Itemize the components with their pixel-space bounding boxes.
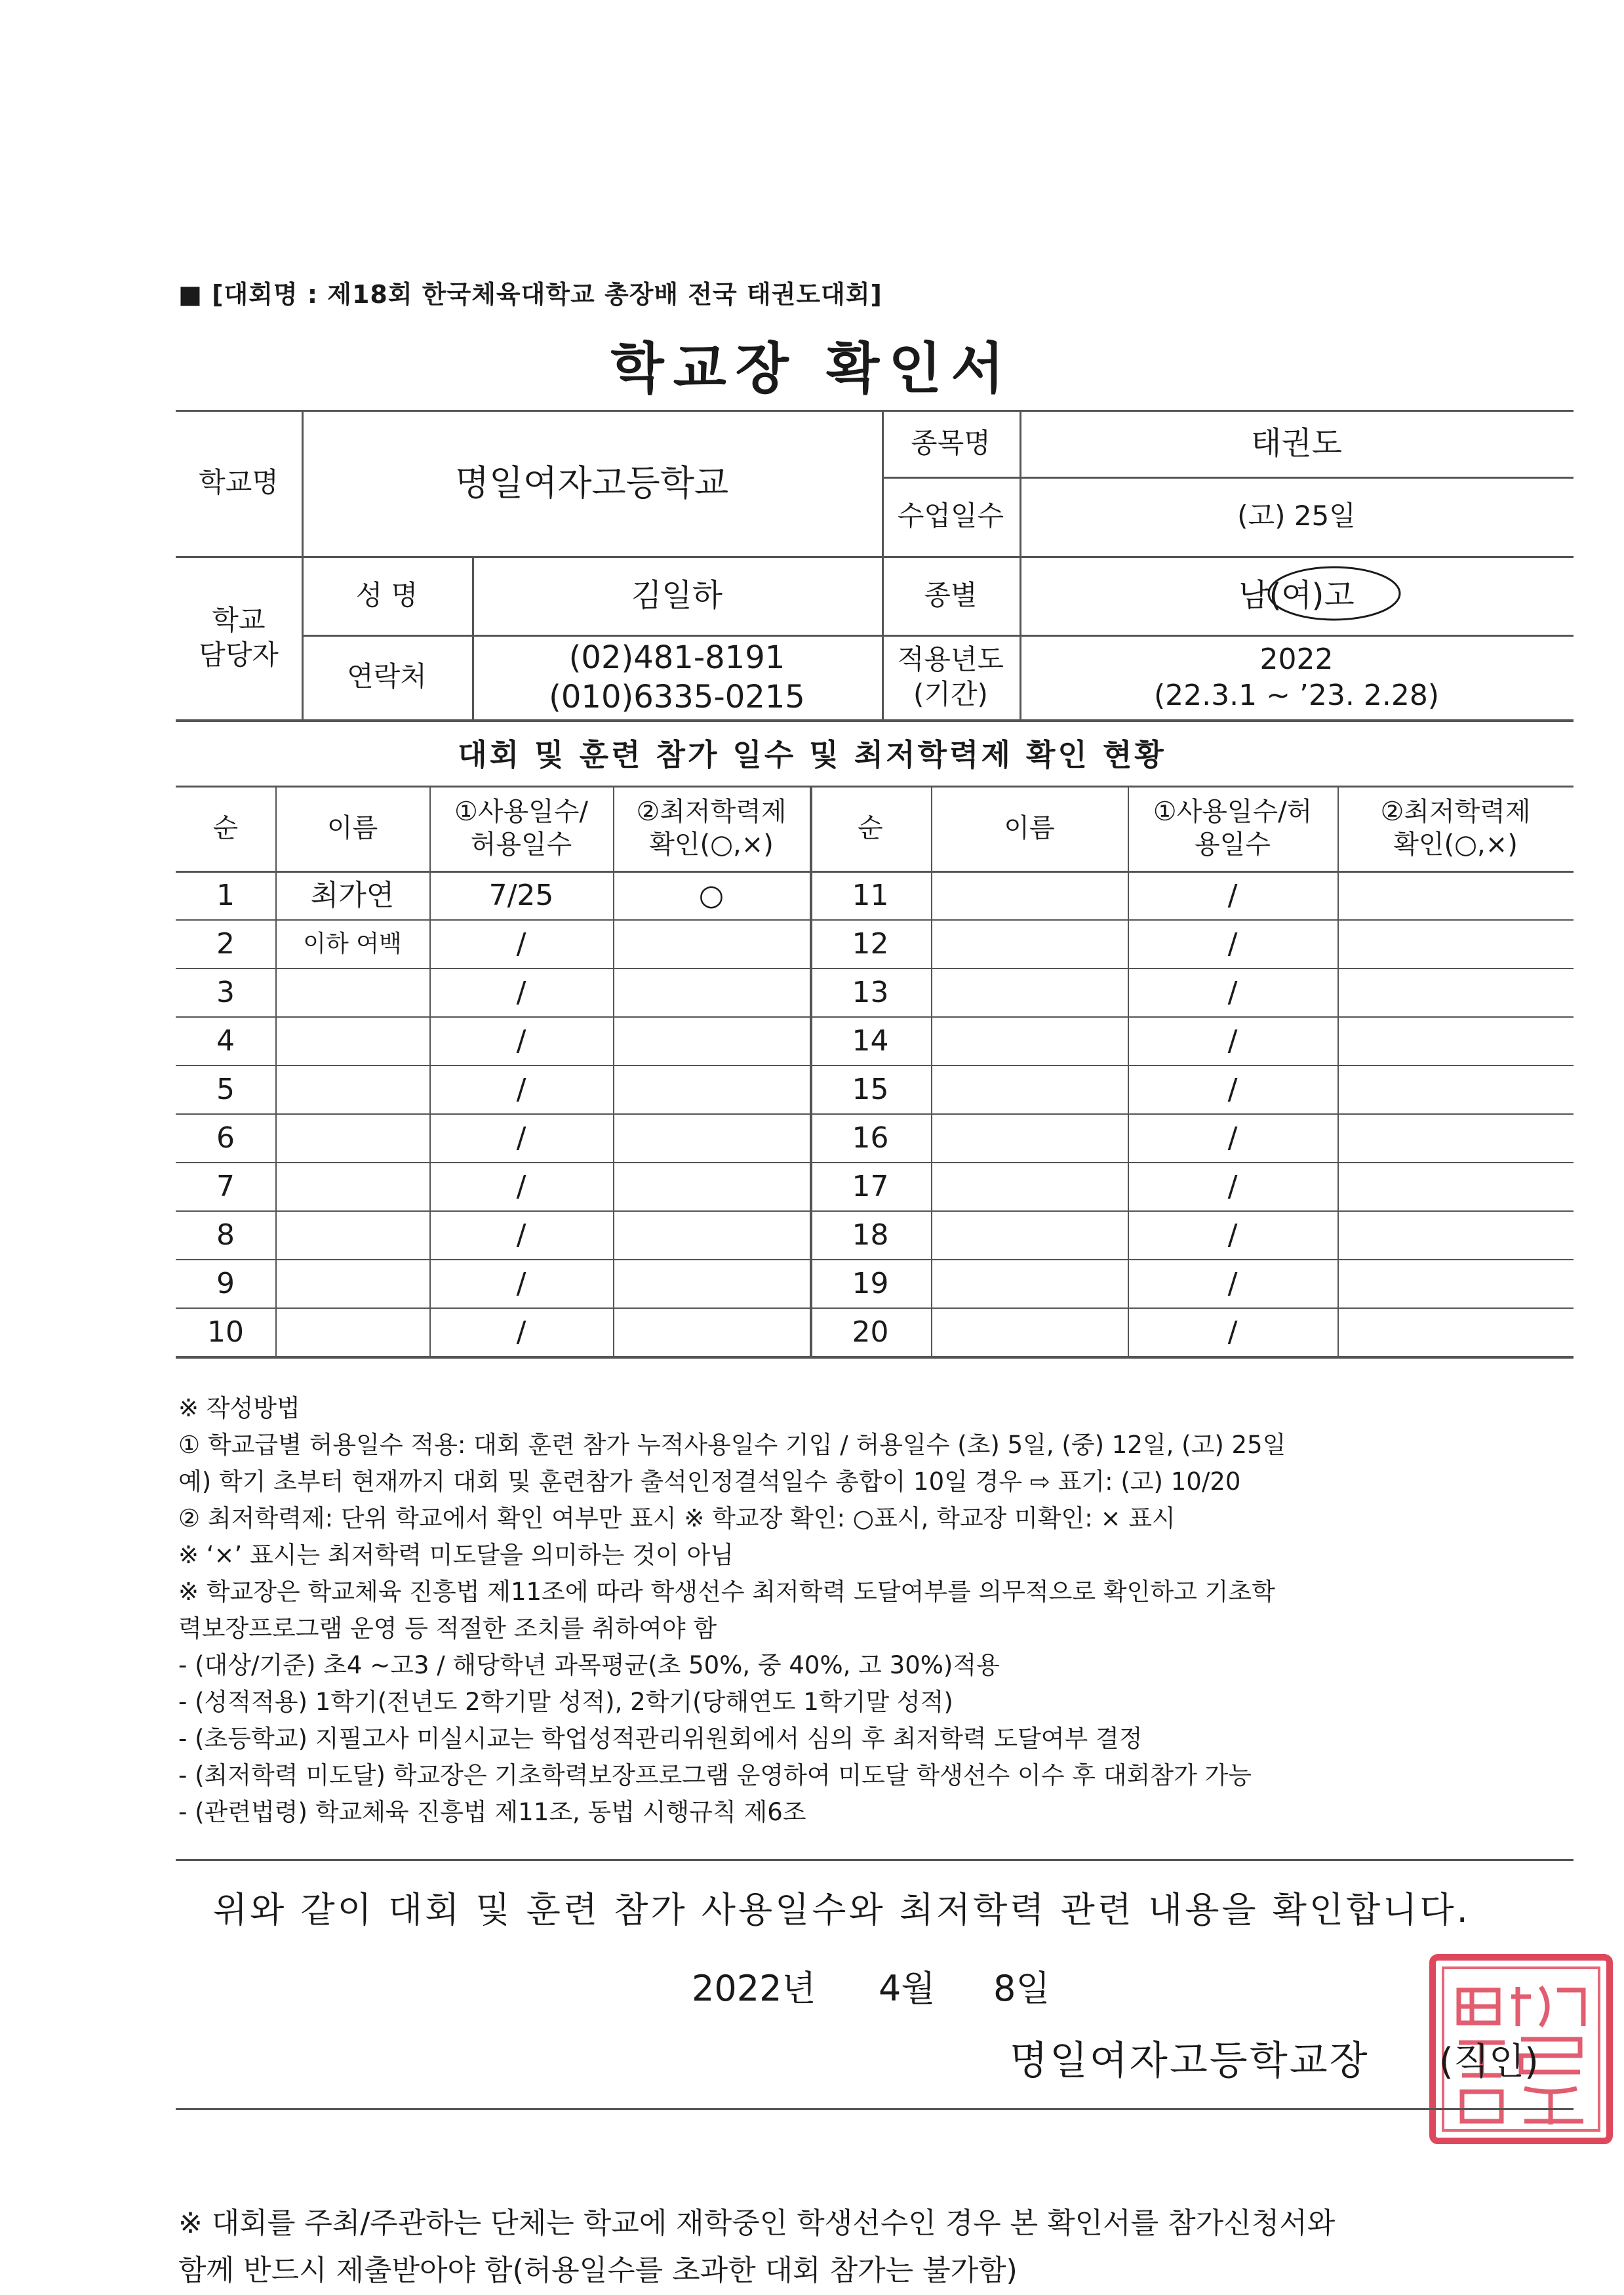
cell-days: /: [516, 927, 526, 961]
contact-value: (02)481-8191 (010)6335-0215: [549, 639, 805, 715]
cell-seq: 18: [852, 1218, 889, 1252]
note-line: - (최저학력 미도달) 학교장은 기초학력보장프로그램 운영하여 미도달 학생선수 이수 후 대회참가 가능: [178, 1761, 1252, 1789]
table-header-seq: 순: [212, 813, 239, 843]
cell-seq: 11: [852, 878, 889, 912]
cell-days: /: [1227, 1169, 1238, 1203]
date-month: 4월: [879, 1968, 936, 2009]
cell-days: /: [1227, 878, 1238, 912]
note-line: ※ 작성방법: [178, 1394, 300, 1422]
cell-minimum-check: ○: [698, 878, 724, 912]
cell-name: [275, 1210, 429, 1259]
note-line: - (초등학교) 지필고사 미실시교는 학업성적관리위원회에서 심의 후 최저학력 도달여부 결정: [178, 1725, 1143, 1753]
cell-seq: 19: [852, 1266, 889, 1300]
cell-seq: 9: [216, 1266, 235, 1300]
cell-seq: 15: [852, 1072, 889, 1106]
cell-minimum-check: [613, 1065, 810, 1113]
table-header-days: ①사용일수/ 허용일수: [454, 797, 588, 860]
table-header-minimum-check: ②최저학력제 확인(○,×): [636, 797, 787, 860]
class-days-label: 수업일수: [897, 500, 1004, 532]
note-line: ② 최저학력제: 단위 학교에서 확인 여부만 표시 ※ 학교장 확인: ○표시, 학교장 미확인: × 표시: [178, 1504, 1176, 1532]
cell-seq: 1: [216, 878, 235, 912]
cell-name: [931, 1259, 1128, 1307]
class-days-value: (고) 25일: [1237, 500, 1356, 532]
cell-minimum-check: [1337, 919, 1574, 968]
cell-days: /: [1227, 1121, 1238, 1155]
school-name: 명일여자고등학교: [454, 462, 729, 504]
cell-days: 7/25: [488, 878, 554, 912]
cell-name: [931, 1065, 1128, 1113]
cell-days: /: [516, 1072, 526, 1106]
cell-minimum-check: [613, 1210, 810, 1259]
cell-minimum-check: [1337, 1113, 1574, 1162]
cell-days: /: [1227, 1315, 1238, 1349]
manager-label: 학교 담당자: [199, 604, 279, 671]
cell-seq: 3: [216, 975, 235, 1009]
cell-name: [931, 1307, 1128, 1356]
cell-seq: 16: [852, 1121, 889, 1155]
seal-label: (직인): [1439, 2041, 1539, 2083]
cell-minimum-check: [613, 968, 810, 1016]
cell-days: /: [1227, 927, 1238, 961]
table-header-name: 이름: [1004, 813, 1055, 843]
cell-days: /: [1227, 975, 1238, 1009]
gender-label: 종별: [924, 578, 978, 611]
year-cell: [1020, 635, 1574, 719]
cell-name: [275, 1113, 429, 1162]
date-day: 8일: [993, 1968, 1050, 2009]
year-value: 2022: [1259, 642, 1334, 676]
cell-minimum-check: [1337, 1162, 1574, 1210]
cell-days: /: [516, 1266, 526, 1300]
cell-name: [275, 968, 429, 1016]
table-header-minimum-check: ②최저학력제 확인(○,×): [1380, 797, 1531, 860]
cell-days: /: [516, 975, 526, 1009]
note-line: - (성적적용) 1학기(전년도 2학기말 성적), 2학기(당해연도 1학기말 성적): [178, 1688, 953, 1716]
table-header-seq: 순: [858, 813, 883, 843]
cell-seq: 5: [216, 1072, 235, 1106]
footer-line-1: ※ 대회를 주최/주관하는 단체는 학교에 재학중인 학생선수인 경우 본 확인서를 참가신청서와: [178, 2206, 1336, 2240]
cell-days: /: [516, 1169, 526, 1203]
note-line: 예) 학기 초부터 현재까지 대회 및 훈련참가 출석인정결석일수 총합이 10일 경우 ⇨ 표기: (고) 10/20: [178, 1467, 1241, 1496]
confirmation-statement: 위와 같이 대회 및 훈련 참가 사용일수와 최저학력 관련 내용을 확인합니다.: [213, 1889, 1471, 1930]
note-line: ① 학교급별 허용일수 적용: 대회 훈련 참가 누적사용일수 기입 / 허용일수 (초) 5일, (중) 12일, (고) 25일: [178, 1431, 1286, 1459]
cell-name: [275, 1162, 429, 1210]
event-label: 종목명: [911, 426, 991, 459]
cell-name: [931, 1210, 1128, 1259]
cell-name: [931, 871, 1128, 919]
cell-minimum-check: [1337, 1307, 1574, 1356]
instructions: [178, 1390, 1581, 1831]
note-line: ※ 학교장은 학교체육 진흥법 제11조에 따라 학생선수 최저학력 도달여부를 의무적으로 확인하고 기초학: [178, 1578, 1275, 1606]
cell-name: [931, 968, 1128, 1016]
cell-minimum-check: [1337, 1065, 1574, 1113]
date-year: 2022년: [692, 1968, 816, 2009]
cell-seq: 13: [852, 975, 889, 1009]
cell-name: [931, 1113, 1128, 1162]
cell-minimum-check: [613, 1259, 810, 1307]
cell-days: /: [516, 1024, 526, 1058]
cell-name: 최가연: [310, 878, 395, 912]
note-line: - (대상/기준) 초4 ~고3 / 해당학년 과목평균(초 50%, 중 40%, 고 30%)적용: [178, 1651, 1000, 1679]
note-line: - (관련법령) 학교체육 진흥법 제11조, 동법 시행규칙 제6조: [178, 1798, 806, 1826]
footer-note: [178, 2200, 1588, 2294]
gender-value: 남(여)고: [1238, 577, 1355, 614]
cell-minimum-check: [1337, 1259, 1574, 1307]
cell-seq: 17: [852, 1169, 889, 1203]
cell-days: /: [516, 1218, 526, 1252]
year-label: 적용년도 (기간): [897, 643, 1004, 710]
cell-days: /: [516, 1315, 526, 1349]
cell-days: /: [1227, 1218, 1238, 1252]
cell-minimum-check: [1337, 871, 1574, 919]
cell-name: [275, 1065, 429, 1113]
cell-seq: 8: [216, 1218, 235, 1252]
table-header-days: ①사용일수/허 용일수: [1153, 797, 1313, 860]
cell-name: [931, 1162, 1128, 1210]
cell-seq: 2: [216, 927, 235, 961]
cell-name: [931, 919, 1128, 968]
cell-seq: 20: [852, 1315, 889, 1349]
cell-minimum-check: [613, 1113, 810, 1162]
note-line: ※ ‘×’ 표시는 최저학력 미도달을 의미하는 것이 아님: [178, 1541, 734, 1569]
school-label: 학교명: [199, 466, 279, 499]
cell-days: /: [516, 1121, 526, 1155]
contact-label: 연락처: [347, 660, 427, 693]
cell-minimum-check: [613, 919, 810, 968]
competition-name: ■ [대회명 : 제18회 한국체육대학교 총장배 전국 태권도대회]: [178, 280, 882, 309]
cell-days: /: [1227, 1266, 1238, 1300]
footer-line-2: 함께 반드시 제출받아야 함(허용일수를 초과한 대회 참가는 불가함): [178, 2254, 1018, 2287]
cell-minimum-check: [1337, 1210, 1574, 1259]
cell-name: [931, 1016, 1128, 1065]
cell-minimum-check: [613, 1307, 810, 1356]
cell-name: [275, 1259, 429, 1307]
cell-name: [275, 1307, 429, 1356]
section-title: 대회 및 훈련 참가 일수 및 최저학력제 확인 현황: [458, 737, 1166, 772]
name-label: 성 명: [355, 578, 418, 611]
cell-seq: 14: [852, 1024, 889, 1058]
cell-seq: 6: [216, 1121, 235, 1155]
cell-days: /: [1227, 1072, 1238, 1106]
cell-days: /: [1227, 1024, 1238, 1058]
principal-name: 명일여자고등학교장: [1010, 2038, 1370, 2084]
cell-minimum-check: [1337, 968, 1574, 1016]
event-value: 태권도: [1250, 425, 1343, 462]
cell-minimum-check: [1337, 1016, 1574, 1065]
document-title: 학교장 확인서: [610, 336, 1014, 401]
note-line: 력보장프로그램 운영 등 적절한 조치를 취하여야 함: [178, 1614, 717, 1643]
gender-circle-mark: [1265, 564, 1403, 623]
cell-seq: 7: [216, 1169, 235, 1203]
cell-name: 이하 여백: [303, 930, 402, 957]
cell-minimum-check: [613, 1162, 810, 1210]
cell-seq: 10: [207, 1315, 244, 1349]
manager-name: 김일하: [631, 577, 723, 614]
cell-name: [275, 1016, 429, 1065]
cell-seq: 4: [216, 1024, 235, 1058]
cell-seq: 12: [852, 927, 889, 961]
period-value: (22.3.1 ~ ’23. 2.28): [1153, 678, 1440, 712]
table-header-name: 이름: [327, 813, 378, 843]
cell-minimum-check: [613, 1016, 810, 1065]
